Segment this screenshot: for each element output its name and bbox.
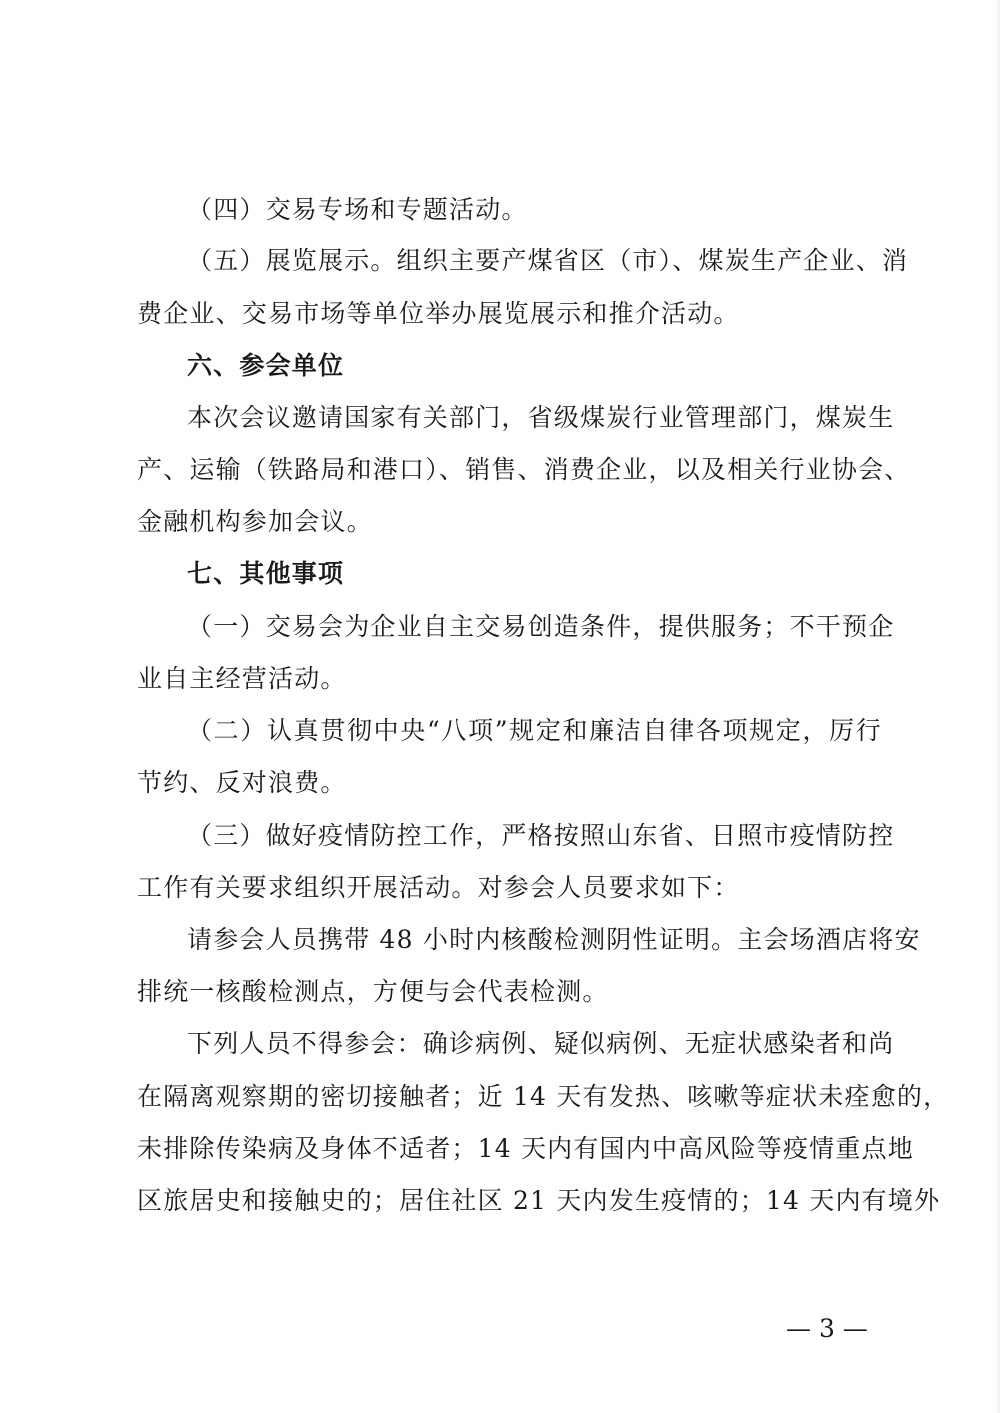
section-6-heading: 六、参会单位 xyxy=(187,351,345,380)
item-2-line-2: 节约、反对浪费。 xyxy=(137,768,347,797)
item-3-line-1: （三）做好疫情防控工作，严格按照山东省、日照市疫情防控 xyxy=(187,821,895,850)
nucleic-test-line-1: 请参会人员携带 48 小时内核酸检测阴性证明。主会场酒店将安 xyxy=(187,925,921,954)
item-4-trading-sessions: （四）交易专场和专题活动。 xyxy=(187,195,528,224)
item-1-line-2: 业自主经营活动。 xyxy=(137,664,347,693)
exclusion-line-4: 区旅居史和接触史的；居住社区 21 天内发生疫情的；14 天内有境外 xyxy=(137,1186,941,1215)
exclusion-line-3: 未排除传染病及身体不适者；14 天内有国内中高风险等疫情重点地 xyxy=(137,1134,914,1163)
nucleic-test-line-2: 排统一核酸检测点，方便与会代表检测。 xyxy=(137,977,609,1006)
item-3-line-2: 工作有关要求组织开展活动。对参会人员要求如下： xyxy=(137,873,740,902)
section-6-para-line-2: 产、运输（铁路局和港口）、销售、消费企业，以及相关行业协会、 xyxy=(137,455,911,484)
scan-edge-shadow xyxy=(994,0,1000,1413)
section-6-para-line-3: 金融机构参加会议。 xyxy=(137,507,373,536)
exclusion-line-2: 在隔离观察期的密切接触者；近 14 天有发热、咳嗽等症状未痊愈的， xyxy=(137,1082,950,1111)
section-7-heading: 七、其他事项 xyxy=(187,559,345,588)
section-6-para-line-1: 本次会议邀请国家有关部门，省级煤炭行业管理部门，煤炭生 xyxy=(187,403,895,432)
item-5-exhibition-line-2: 费企业、交易市场等单位举办展览展示和推介活动。 xyxy=(137,299,740,328)
item-5-exhibition-line-1: （五）展览展示。组织主要产煤省区（市）、煤炭生产企业、消 xyxy=(187,246,909,275)
item-1-line-1: （一）交易会为企业自主交易创造条件，提供服务；不干预企 xyxy=(187,612,895,641)
exclusion-line-1: 下列人员不得参会：确诊病例、疑似病例、无症状感染者和尚 xyxy=(187,1029,895,1058)
page-number: — 3 — xyxy=(786,1314,868,1343)
item-2-line-1: （二）认真贯彻中央“八项”规定和廉洁自律各项规定，厉行 xyxy=(187,716,882,745)
